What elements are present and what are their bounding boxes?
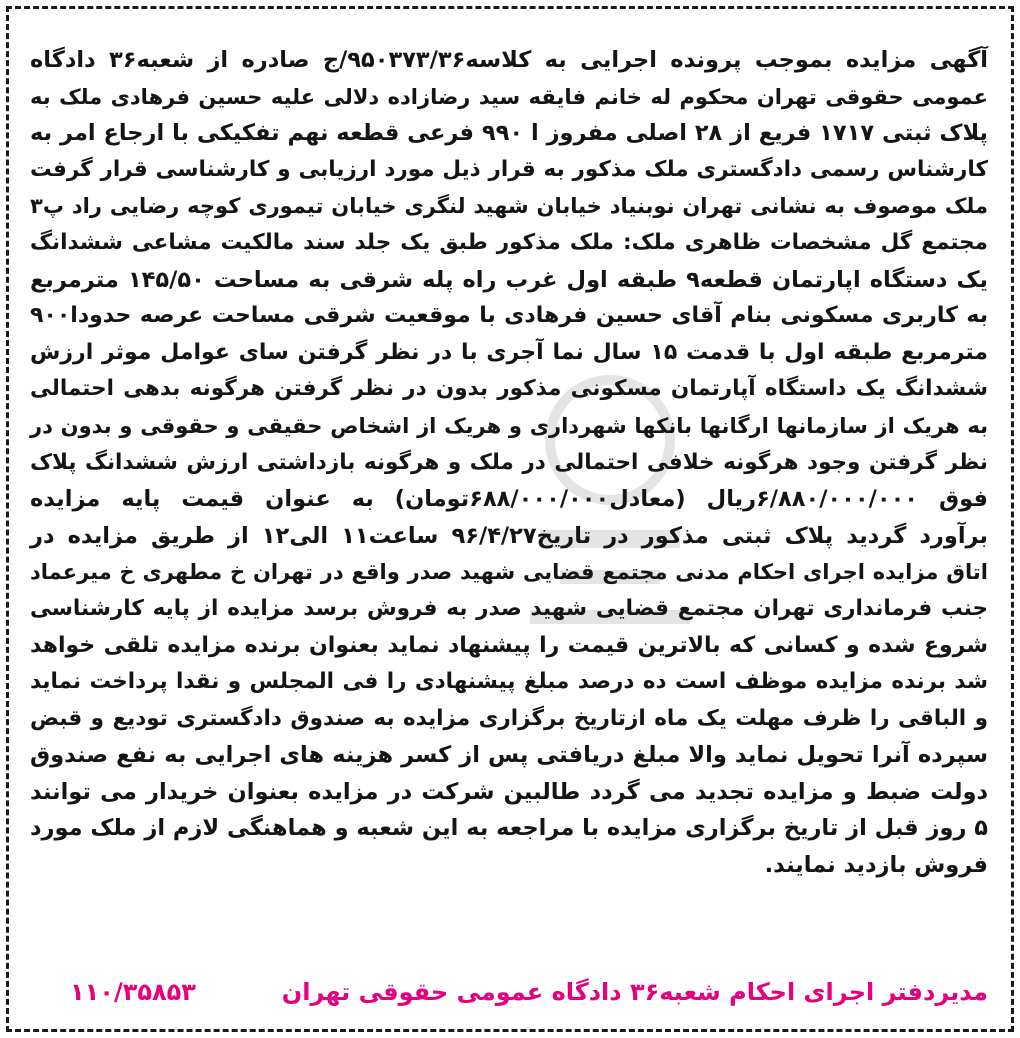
- notice-line: جنب فرمانداری تهران مجتمع قضایی شهید صدر به فروش برسد مزایده از پایه کارشناسی: [30, 595, 988, 621]
- notice-line: ملک موصوف به نشانی تهران نوبنیاد خیابان شهید لنگری خیابان تیموری کوچه رضایی راد پ۳: [30, 194, 988, 219]
- notice-line: شروع شده و کسانی که بالاترین قیمت را پیشنهاد نماید بعنوان برنده مزایده تلقی خواهد: [30, 632, 988, 658]
- notice-line: مترمربع طبقه اول با قدمت ۱۵ سال نما آجری با در نظر گرفتن سای عوامل موثر ارزش: [30, 339, 988, 365]
- notice-line: پلاک ثبتی ۱۷۱۷ فریع از ۲۸ اصلی مفروز ا ۹۹۰ فرعی قطعه نهم تفکیکی با ارجاع امر به: [30, 120, 989, 147]
- notice-line: به هریک از سازمانها ارگانها بانکها شهرداری و هریک از اشخاص حقیقی و حقوقی و بدون در: [30, 413, 988, 438]
- notice-line: کارشناس رسمی دادگستری ملک مذکور به قرار ذیل مورد ارزیابی و کارشناسی قرار گرفت: [30, 156, 988, 182]
- notice-line: برآورد گردید پلاک ثبتی مذکور در تاریخ۹۶/۴/۲۷ ساعت۱۱ الی۱۲ از طریق مزایده در: [30, 522, 988, 549]
- notice-line: مجتمع گل مشخصات ظاهری ملک: ملک مذکور طبق یک جلد سند مالکیت مشاعی ششدانگ: [30, 229, 988, 255]
- notice-line: به کاربری مسکونی بنام آقای حسین فرهادی با موقعیت شرقی مساحت عرصه حدودا۹۰۰: [30, 303, 988, 329]
- notice-line: نظر گرفتن وجود هرگونه خلافی احتمالی در ملک و هرگونه بازداشتی ارزش ششدانگ پلاک: [30, 449, 988, 475]
- notice-line: اتاق مزایده اجرای احکام مدنی مجتمع قضایی شهید صدر واقع در تهران خ مطهری خ میرعماد: [30, 560, 988, 585]
- notice-line: سپرده آنرا تحویل نماید والا مبلغ دریافتی پس از کسر هزینه های اجرایی به نفع صندوق: [30, 742, 988, 769]
- signature-text: مدیردفتر اجرای احکام شعبه۳۶ دادگاه عمومی حقوقی تهران: [281, 978, 988, 1006]
- notice-line: ۵ روز قبل از تاریخ برگزاری مزایده با مراجعه به این شعبه و هماهنگی لازم از ملک مورد: [30, 815, 988, 842]
- notice-line: و الباقی را ظرف مهلت یک ماه ازتاریخ برگزاری مزایده به صندوق دادگستری تودیع و قبض: [30, 705, 988, 731]
- notice-line: دولت ضبط و مزایده تجدید می گردد طالبین شرکت در مزایده بعنوان خریدار می توانند: [30, 778, 988, 805]
- notice-line: ششدانگ یک داستگاه آپارتمان مسکونی مذکور بدون در نظر گرفتن هرگونه بدهی احتمالی: [30, 376, 988, 402]
- notice-body: [30, 42, 988, 884]
- notice-line: آگهی مزایده بموجب پرونده اجرایی به کلاسه۹۵۰۳۷۳/۳۶/ج صادره از شعبه۳۶ دادگاه: [30, 47, 988, 73]
- notice-code: ۱۱۰/۳۵۸۵۳: [70, 978, 196, 1006]
- notice-line: فوق ۶/۸۸۰/۰۰۰/۰۰۰ریال (معادل۶۸۸/۰۰۰/۰۰۰تومان) به عنوان قیمت پایه مزایده: [30, 486, 988, 513]
- notice-line: شد برنده مزایده موظف است ده درصد مبلغ پیشنهادی را فی المجلس و نقدا پرداخت نماید: [30, 669, 988, 695]
- notice-footer: [30, 978, 988, 1006]
- notice-line: یک دستگاه اپارتمان قطعه۹ طبقه اول غرب راه پله شرقی به مساحت ۱۴۵/۵۰ مترمربع: [30, 266, 988, 293]
- notice-line: عمومی حقوقی تهران محکوم له خانم فایقه سید رضازاده دلالی علیه حسین فرهادی ملک به: [30, 84, 988, 109]
- notice-line-last: فروش بازدید نمایند.: [764, 852, 988, 879]
